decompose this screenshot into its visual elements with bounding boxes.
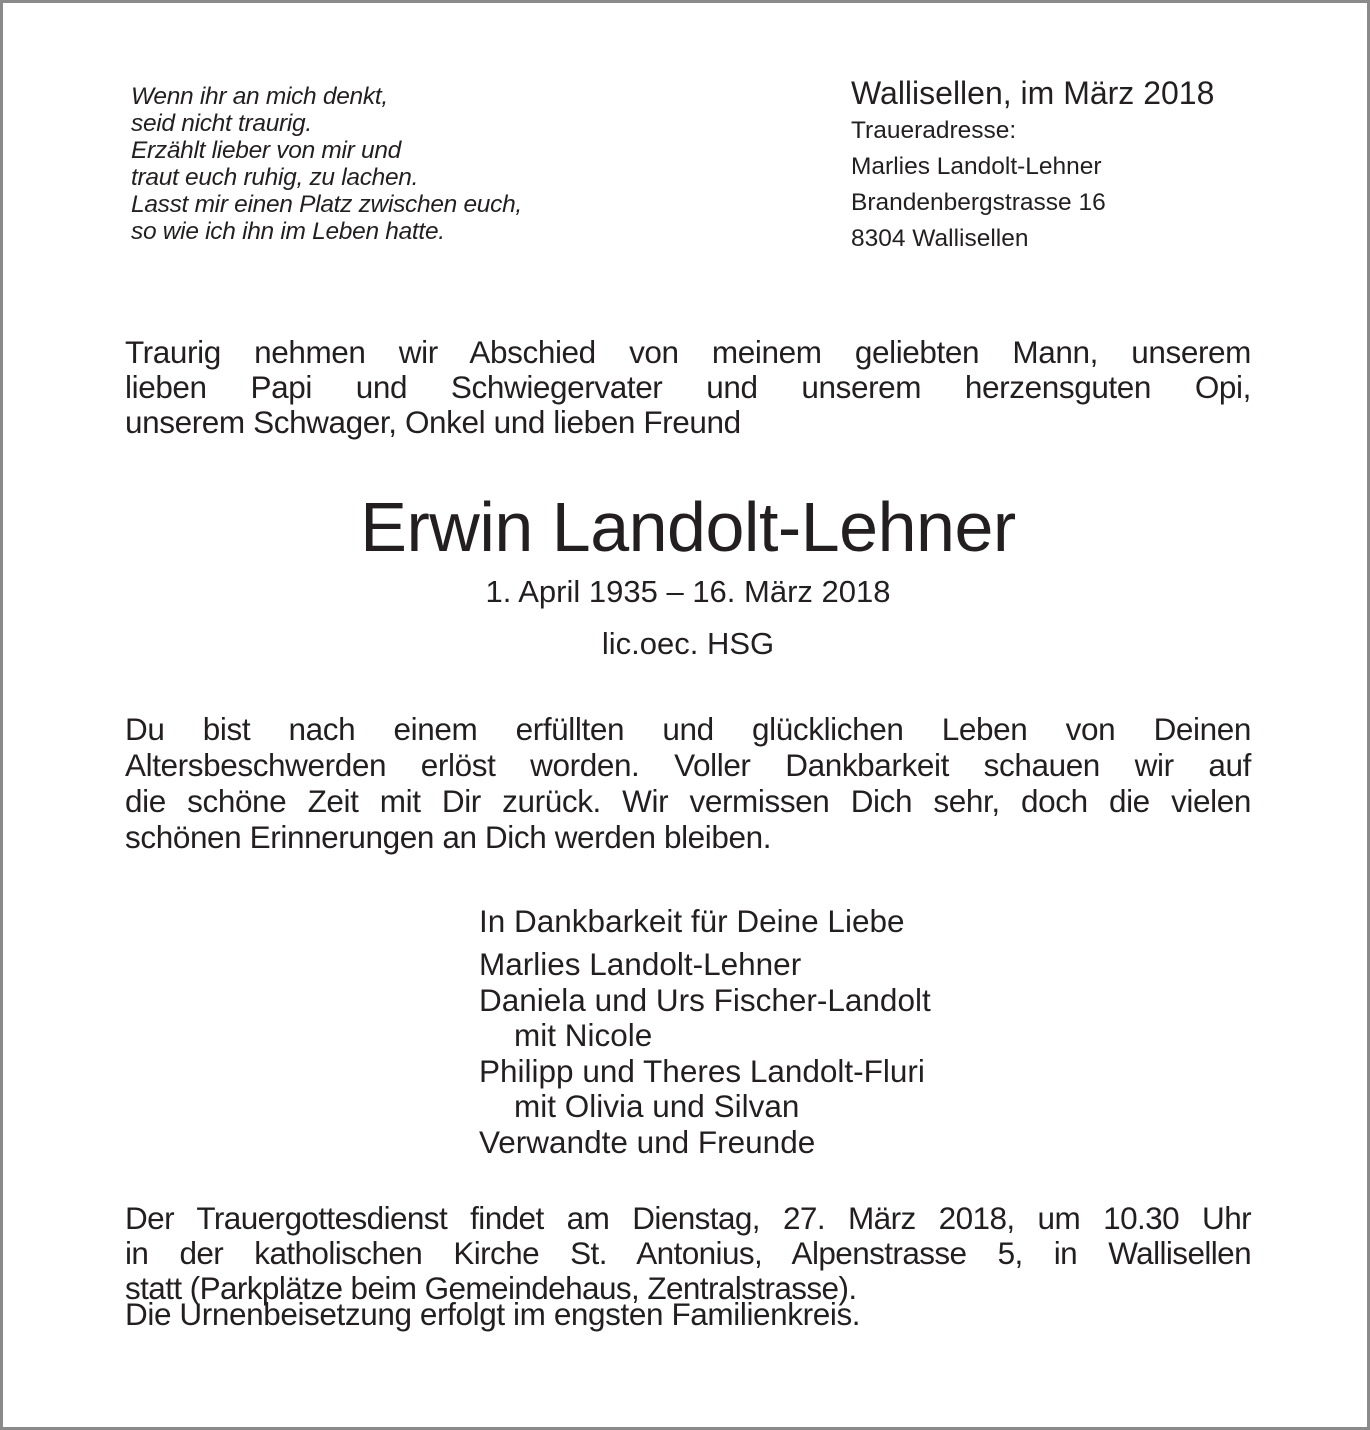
tribute-line: Du bist nach einem erfüllten und glücklichen Leben von Deinen — [125, 711, 1251, 747]
mourner-entry: Marlies Landolt-Lehner — [479, 946, 802, 982]
tribute-line: die schöne Zeit mit Dir zurück. Wir vermissen Dich sehr, doch die vielen — [125, 783, 1251, 819]
poem-line: Wenn ihr an mich denkt, — [131, 83, 388, 110]
address-line: Brandenbergstrasse 16 — [851, 189, 1106, 216]
life-dates: 1. April 1935 – 16. März 2018 — [485, 574, 891, 609]
poem-line: traut euch ruhig, zu lachen. — [131, 164, 419, 191]
poem-line: seid nicht traurig. — [131, 110, 312, 137]
service-line: statt (Parkplätze beim Gemeindehaus, Zentralstrasse). — [125, 1270, 857, 1306]
tribute-line: schönen Erinnerungen an Dich werden bleiben. — [125, 819, 772, 855]
intro-line: unserem Schwager, Onkel und lieben Freund — [125, 404, 741, 440]
address-line: 8304 Wallisellen — [851, 225, 1029, 252]
address-label: Traueradresse: — [851, 117, 1017, 144]
intro-paragraph — [125, 335, 1251, 440]
tribute-line: Altersbeschwerden erlöst worden. Voller Dankbarkeit schauen wir auf — [125, 747, 1251, 783]
mourner-entry: Verwandte und Freunde — [479, 1123, 816, 1160]
tribute-paragraph — [125, 711, 1251, 855]
intro-line: lieben Papi und Schwiegervater und unserem herzensguten Opi, — [125, 369, 1251, 405]
mourner-entry: mit Olivia und Silvan — [514, 1088, 800, 1124]
academic-title: lic.oec. HSG — [601, 626, 775, 661]
mourner-entry: mit Nicole — [514, 1017, 653, 1053]
mourner-entry: Philipp und Theres Landolt-Fluri — [479, 1052, 925, 1089]
mourners-list — [479, 901, 931, 1160]
mourners-heading: In Dankbarkeit für Deine Liebe — [479, 903, 905, 939]
address-line: Marlies Landolt-Lehner — [851, 153, 1102, 180]
burial-note: Die Urnenbeisetzung erfolgt im engsten Familienkreis. — [125, 1296, 861, 1332]
intro-line: Traurig nehmen wir Abschied von meinem geliebten Mann, unserem — [125, 334, 1251, 370]
place-date: Wallisellen, im März 2018 — [851, 75, 1215, 111]
poem-line: Lasst mir einen Platz zwischen euch, — [131, 191, 522, 218]
service-line: Der Trauergottesdienst findet am Dienstag, 27. März 2018, um 10.30 Uhr — [125, 1200, 1251, 1236]
poem-line: so wie ich ihn im Leben hatte. — [131, 218, 445, 245]
place-and-address — [851, 73, 1214, 257]
service-paragraph — [125, 1201, 1251, 1306]
poem-line: Erzählt lieber von mir und — [131, 137, 401, 164]
deceased-name: Erwin Landolt-Lehner — [360, 488, 1016, 566]
service-line: in der katholischen Kirche St. Antonius, Alpenstrasse 5, in Wallisellen — [125, 1235, 1251, 1271]
poem — [131, 83, 522, 245]
mourner-entry: Daniela und Urs Fischer-Landolt — [479, 981, 931, 1018]
